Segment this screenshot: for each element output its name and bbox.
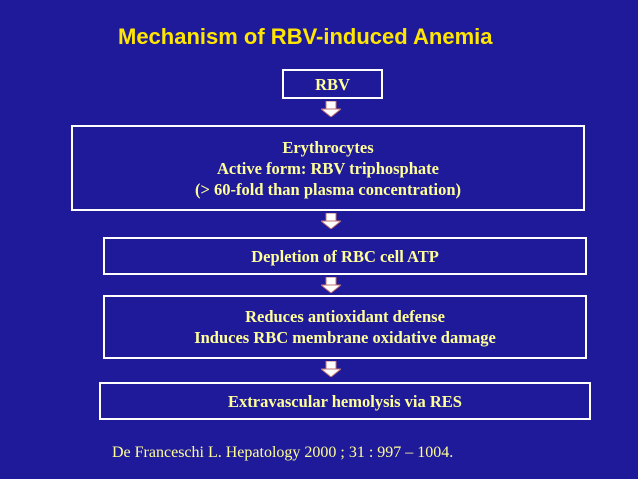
down-arrow-icon xyxy=(321,277,341,293)
step-erythrocytes-line-2: Active form: RBV triphosphate xyxy=(217,158,439,178)
citation: De Franceschi L. Hepatology 2000 ; 31 : 997 – 1004. xyxy=(112,444,454,461)
step-oxidative-damage-line-1: Reduces antioxidant defense xyxy=(245,307,445,326)
step-rbv xyxy=(282,69,383,99)
step-atp-depletion-label: Depletion of RBC cell ATP xyxy=(251,246,439,266)
step-rbv-label: RBV xyxy=(315,74,350,94)
step-erythrocytes xyxy=(71,125,585,211)
down-arrow-icon xyxy=(321,361,341,377)
step-hemolysis xyxy=(99,382,591,420)
step-erythrocytes-line-1: Erythrocytes xyxy=(282,137,374,157)
step-hemolysis-label: Extravascular hemolysis via RES xyxy=(228,391,462,411)
step-oxidative-damage xyxy=(103,295,587,359)
slide-title: Mechanism of RBV-induced Anemia xyxy=(118,24,493,49)
step-atp-depletion xyxy=(103,237,587,275)
down-arrow-icon xyxy=(321,213,341,229)
down-arrow-icon xyxy=(321,101,341,117)
step-oxidative-damage-line-2: Induces RBC membrane oxidative damage xyxy=(194,328,496,347)
step-erythrocytes-line-3: (> 60-fold than plasma concentration) xyxy=(194,179,462,199)
